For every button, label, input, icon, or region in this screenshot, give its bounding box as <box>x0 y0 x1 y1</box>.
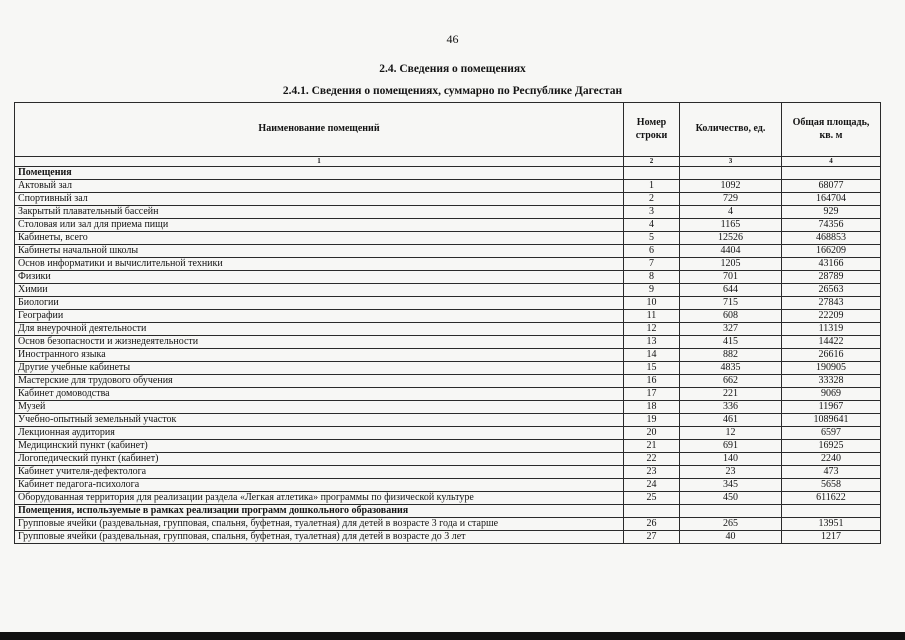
row-count: 715 <box>680 297 782 310</box>
row-area: 43166 <box>782 258 881 271</box>
row-area: 166209 <box>782 245 881 258</box>
row-count: 415 <box>680 336 782 349</box>
row-number: 9 <box>624 284 680 297</box>
row-area: 33328 <box>782 375 881 388</box>
row-count: 23 <box>680 466 782 479</box>
table-row <box>15 453 881 466</box>
row-area: 26616 <box>782 349 881 362</box>
row-area: 611622 <box>782 492 881 505</box>
table-row <box>15 206 881 219</box>
row-name: Основ информатики и вычислительной техники <box>15 258 624 271</box>
row-name: Кабинет педагога-психолога <box>15 479 624 492</box>
table-row <box>15 492 881 505</box>
row-name: Кабинеты, всего <box>15 232 624 245</box>
table-row <box>15 414 881 427</box>
row-number: 3 <box>624 206 680 219</box>
row-name: Лекционная аудитория <box>15 427 624 440</box>
row-count: 221 <box>680 388 782 401</box>
table-row <box>15 297 881 310</box>
column-number: 4 <box>782 157 881 167</box>
column-number: 2 <box>624 157 680 167</box>
row-name: Мастерские для трудового обучения <box>15 375 624 388</box>
row-number: 20 <box>624 427 680 440</box>
row-area: 468853 <box>782 232 881 245</box>
row-area: 28789 <box>782 271 881 284</box>
row-name: Помещения, используемые в рамках реализации программ дошкольного образования <box>15 505 624 518</box>
row-area: 6597 <box>782 427 881 440</box>
row-number: 11 <box>624 310 680 323</box>
header-count: Количество, ед. <box>680 103 782 157</box>
row-name: Столовая или зал для приема пищи <box>15 219 624 232</box>
table-row <box>15 401 881 414</box>
row-count: 662 <box>680 375 782 388</box>
row-area: 16925 <box>782 440 881 453</box>
row-number: 6 <box>624 245 680 258</box>
row-number: 16 <box>624 375 680 388</box>
table-row <box>15 271 881 284</box>
row-area: 1089641 <box>782 414 881 427</box>
row-number: 4 <box>624 219 680 232</box>
row-count: 882 <box>680 349 782 362</box>
table-row <box>15 440 881 453</box>
row-number: 27 <box>624 531 680 544</box>
column-number: 1 <box>15 157 624 167</box>
row-number: 7 <box>624 258 680 271</box>
row-count: 450 <box>680 492 782 505</box>
row-area: 14422 <box>782 336 881 349</box>
column-number: 3 <box>680 157 782 167</box>
row-area: 473 <box>782 466 881 479</box>
row-count: 327 <box>680 323 782 336</box>
row-number: 26 <box>624 518 680 531</box>
row-count: 4835 <box>680 362 782 375</box>
row-name: Актовый зал <box>15 180 624 193</box>
row-count: 345 <box>680 479 782 492</box>
row-name: Географии <box>15 310 624 323</box>
row-count: 1205 <box>680 258 782 271</box>
row-number <box>624 167 680 180</box>
row-count: 265 <box>680 518 782 531</box>
row-name: Логопедический пункт (кабинет) <box>15 453 624 466</box>
section-row <box>15 167 881 180</box>
row-area <box>782 505 881 518</box>
header-name: Наименование помещений <box>15 103 624 157</box>
row-name: Химии <box>15 284 624 297</box>
table-row <box>15 232 881 245</box>
row-area <box>782 167 881 180</box>
table-row <box>15 323 881 336</box>
row-area: 2240 <box>782 453 881 466</box>
row-number: 1 <box>624 180 680 193</box>
row-area: 164704 <box>782 193 881 206</box>
row-number: 2 <box>624 193 680 206</box>
row-number: 24 <box>624 479 680 492</box>
table-row <box>15 466 881 479</box>
table-row <box>15 219 881 232</box>
row-area: 22209 <box>782 310 881 323</box>
row-name: Кабинет учителя-дефектолога <box>15 466 624 479</box>
row-count: 729 <box>680 193 782 206</box>
row-name: Для внеурочной деятельности <box>15 323 624 336</box>
table-row <box>15 388 881 401</box>
row-number: 23 <box>624 466 680 479</box>
row-area: 74356 <box>782 219 881 232</box>
header-area: Общая площадь, кв. м <box>782 103 881 157</box>
row-name: Медицинский пункт (кабинет) <box>15 440 624 453</box>
row-area: 1217 <box>782 531 881 544</box>
row-number: 12 <box>624 323 680 336</box>
row-name: Оборудованная территория для реализации раздела «Легкая атлетика» программы по физической культуре <box>15 492 624 505</box>
table-row <box>15 258 881 271</box>
column-number-row <box>15 157 881 167</box>
table-row <box>15 180 881 193</box>
row-number <box>624 505 680 518</box>
row-number: 21 <box>624 440 680 453</box>
table-header-row <box>15 103 881 157</box>
row-number: 22 <box>624 453 680 466</box>
row-name: Учебно-опытный земельный участок <box>15 414 624 427</box>
row-name: Кабинеты начальной школы <box>15 245 624 258</box>
row-count: 461 <box>680 414 782 427</box>
row-area: 9069 <box>782 388 881 401</box>
row-name: Основ безопасности и жизнедеятельности <box>15 336 624 349</box>
table-row <box>15 531 881 544</box>
row-count: 608 <box>680 310 782 323</box>
table-row <box>15 479 881 492</box>
row-number: 14 <box>624 349 680 362</box>
row-name: Групповые ячейки (раздевальная, групповая, спальня, буфетная, туалетная) для детей в возрасте 3 года и старше <box>15 518 624 531</box>
row-count: 691 <box>680 440 782 453</box>
row-number: 8 <box>624 271 680 284</box>
row-name: Биологии <box>15 297 624 310</box>
row-number: 15 <box>624 362 680 375</box>
row-name: Закрытый плавательный бассейн <box>15 206 624 219</box>
table-row <box>15 518 881 531</box>
table-row <box>15 284 881 297</box>
section-row <box>15 505 881 518</box>
table-row <box>15 245 881 258</box>
table-row <box>15 362 881 375</box>
row-number: 17 <box>624 388 680 401</box>
row-area: 11967 <box>782 401 881 414</box>
section-title: 2.4. Сведения о помещениях <box>379 63 526 75</box>
table-row <box>15 193 881 206</box>
row-number: 18 <box>624 401 680 414</box>
table-row <box>15 375 881 388</box>
table-row <box>15 336 881 349</box>
row-number: 10 <box>624 297 680 310</box>
row-area: 26563 <box>782 284 881 297</box>
row-area: 68077 <box>782 180 881 193</box>
header-row-number: Номер строки <box>624 103 680 157</box>
scan-edge <box>0 632 905 640</box>
row-name: Кабинет домоводства <box>15 388 624 401</box>
row-count <box>680 505 782 518</box>
row-area: 13951 <box>782 518 881 531</box>
table-row <box>15 310 881 323</box>
row-count <box>680 167 782 180</box>
row-name: Групповые ячейки (раздевальная, групповая, спальня, буфетная, туалетная) для детей в возрасте до 3 лет <box>15 531 624 544</box>
row-area: 190905 <box>782 362 881 375</box>
row-count: 40 <box>680 531 782 544</box>
row-name: Иностранного языка <box>15 349 624 362</box>
row-number: 19 <box>624 414 680 427</box>
row-count: 140 <box>680 453 782 466</box>
row-number: 13 <box>624 336 680 349</box>
row-name: Спортивный зал <box>15 193 624 206</box>
row-count: 4404 <box>680 245 782 258</box>
row-area: 27843 <box>782 297 881 310</box>
row-count: 12 <box>680 427 782 440</box>
row-count: 701 <box>680 271 782 284</box>
row-name: Помещения <box>15 167 624 180</box>
row-area: 11319 <box>782 323 881 336</box>
section-subtitle: 2.4.1. Сведения о помещениях, суммарно по Республике Дагестан <box>282 85 623 97</box>
row-name: Физики <box>15 271 624 284</box>
row-count: 644 <box>680 284 782 297</box>
row-number: 25 <box>624 492 680 505</box>
row-count: 12526 <box>680 232 782 245</box>
row-area: 5658 <box>782 479 881 492</box>
row-count: 1092 <box>680 180 782 193</box>
row-count: 336 <box>680 401 782 414</box>
row-name: Музей <box>15 401 624 414</box>
page-number: 46 <box>446 32 459 46</box>
row-name: Другие учебные кабинеты <box>15 362 624 375</box>
rooms-table <box>14 102 881 544</box>
row-count: 4 <box>680 206 782 219</box>
table-row <box>15 349 881 362</box>
row-count: 1165 <box>680 219 782 232</box>
table-row <box>15 427 881 440</box>
row-number: 5 <box>624 232 680 245</box>
row-area: 929 <box>782 206 881 219</box>
